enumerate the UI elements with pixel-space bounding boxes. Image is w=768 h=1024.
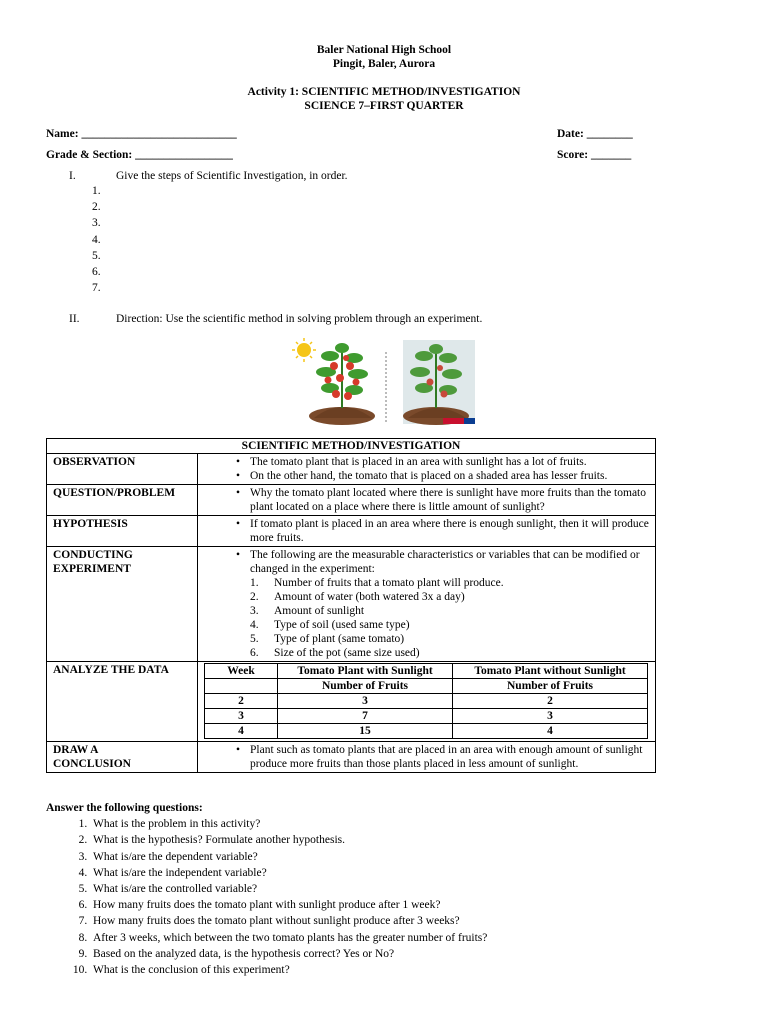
activity-title: Activity 1: SCIENTIFIC METHOD/INVESTIGATION [247,86,521,98]
grade-section-field: Grade & Section: _________________ [46,149,233,161]
question-item: 8. After 3 weeks, which between the two tomato plants has the greater number of fruits? [78,931,488,944]
analyze-row [47,662,656,742]
name-field: Name: ___________________________ [46,128,237,140]
question-item: 10. What is the conclusion of this experiment? [72,964,290,977]
activity-header [0,85,768,113]
table-row: 4 15 4 [205,724,648,739]
hypothesis-row [47,516,656,547]
step-item: 6. [92,266,101,279]
step-item: 3. [92,217,101,230]
table-title: SCIENTIFIC METHOD/INVESTIGATION [47,439,656,454]
question-item: 3. What is/are the dependent variable? [78,850,258,863]
question-item: 7. How many fruits does the tomato plant without sunlight produce after 3 weeks? [78,915,460,928]
list-item: • The tomato plant that is placed in an area with sunlight has a lot of fruits. [235,456,587,468]
list-item: • If tomato plant is placed in an area where there is enough sunlight, then it will produce more fruits. [235,518,649,544]
sun-icon [292,338,316,362]
question-item: 9. Based on the analyzed data, is the hypothesis correct? Yes or No? [78,947,395,960]
table-row: 2 3 2 [205,694,648,709]
variable-item: 5. Type of plant (same tomato) [250,633,405,645]
variable-item: 4. Type of soil (used same type) [250,619,410,631]
question-label: QUESTION/PROBLEM [47,485,198,516]
questions-title: Answer the following questions: [46,802,203,814]
score-field: Score: _______ [557,149,632,161]
analyze-label: ANALYZE THE DATA [47,662,198,742]
observation-label: OBSERVATION [47,454,198,485]
list-item: • Plant such as tomato plants that are placed in an area with enough amount of sunlight produce more fruits than those plants placed in less amount of sunlight. [235,744,643,770]
week-header: Week [205,664,278,679]
without-sunlight-subheader: Number of Fruits [453,679,648,694]
experiment-row [47,547,656,662]
without-sunlight-header: Tomato Plant without Sunlight [453,664,648,679]
part-two-numeral: II. [69,313,80,325]
variable-item: 6. Size of the pot (same size used) [250,647,420,659]
part-two [69,313,482,325]
question-row [47,485,656,516]
tomato-plant-without-sunlight [403,340,475,425]
tomato-plant-with-sunlight [309,343,375,425]
conclusion-row [47,742,656,773]
hypothesis-label: HYPOTHESIS [47,516,198,547]
variable-item: 1. Number of fruits that a tomato plant will produce. [250,577,504,589]
step-item: 7. [92,282,101,295]
question-item: 1. What is the problem in this activity? [78,818,261,831]
question-item: 6. How many fruits does the tomato plant with sunlight produce after 1 week? [78,899,441,912]
question-item: 2. What is the hypothesis? Formulate another hypothesis. [78,834,345,847]
variable-item: 2. Amount of water (both watered 3x a day) [250,591,465,603]
list-item: • Why the tomato plant located where there is sunlight have more fruits than the tomato plant located on a place where there is little amount of sunlight? [235,487,646,513]
school-name: Baler National High School [316,44,452,56]
conclusion-label: DRAW A CONCLUSION [47,742,198,773]
date-field: Date: ________ [557,128,633,140]
observation-row [47,454,656,485]
school-header [0,43,768,71]
with-sunlight-subheader: Number of Fruits [278,679,453,694]
subject-title: SCIENCE 7–FIRST QUARTER [304,100,464,112]
with-sunlight-header: Tomato Plant with Sunlight [278,664,453,679]
question-item: 4. What is/are the independent variable? [78,866,267,879]
variable-item: 3. Amount of sunlight [250,605,365,617]
scientific-method-table [46,438,656,773]
question-item: 5. What is/are the controlled variable? [78,883,258,896]
list-item: • The following are the measurable characteristics or variables that can be modified or changed in the experiment: [235,549,640,575]
step-item: 1. [92,185,101,197]
part-one [69,170,348,182]
part-one-instruction: Give the steps of Scientific Investigation, in order. [116,170,348,182]
table-row: 3 7 3 [205,709,648,724]
steps-list [92,183,101,296]
part-one-numeral: I. [69,170,76,182]
experiment-label: CONDUCTING EXPERIMENT [47,547,198,662]
list-item: • On the other hand, the tomato that is placed on a shaded area has lesser fruits. [235,470,608,482]
step-item: 4. [92,233,101,246]
part-two-instruction: Direction: Use the scientific method in solving problem through an experiment. [116,313,483,325]
tomato-plants-illustration [290,336,480,428]
step-item: 5. [92,249,101,262]
questions-section [46,800,487,978]
school-address: Pingit, Baler, Aurora [332,58,436,70]
data-table [204,663,648,739]
step-item: 2. [92,201,101,214]
